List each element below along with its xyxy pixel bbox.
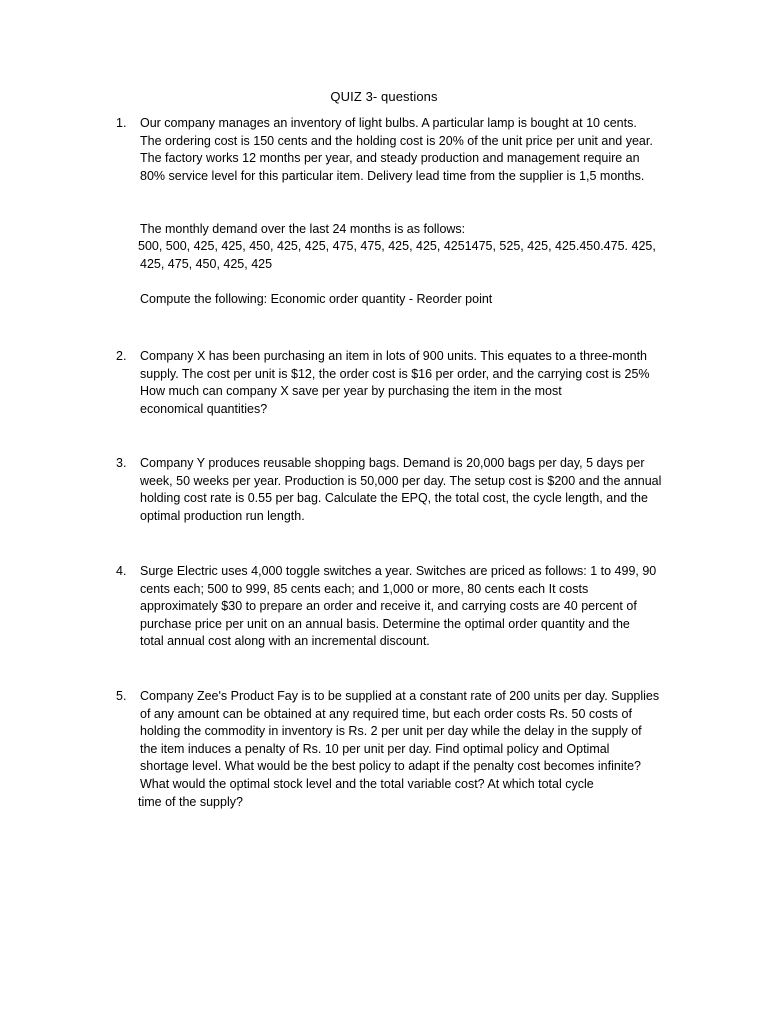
- question-line: holding cost rate is 0.55 per bag. Calculate the EPQ, the total cost, the cycle length, and the: [140, 491, 648, 506]
- question-number: 4.: [116, 564, 127, 578]
- question-line: The factory works 12 months per year, and steady production and management require an: [140, 151, 640, 166]
- demand-intro: The monthly demand over the last 24 months is as follows:: [140, 221, 466, 236]
- question-line: of any amount can be obtained at any required time, but each order costs Rs. 50 costs of: [140, 706, 632, 721]
- question-line: week, 50 weeks per year. Production is 50,000 per day. The setup cost is $200 and the annual: [140, 473, 662, 488]
- question-line: How much can company X save per year by purchasing the item in the most: [140, 384, 562, 399]
- question-line: Company X has been purchasing an item in lots of 900 units. This equates to a three-month: [140, 349, 648, 363]
- question-line: cents each; 500 to 999, 85 cents each; and 1,000 or more, 80 cents each It costs: [140, 581, 589, 596]
- question-line: Our company manages an inventory of light bulbs. A particular lamp is bought at 10 cents.: [140, 116, 637, 130]
- question-line: optimal production run length.: [140, 508, 305, 523]
- question-body: [140, 115, 686, 309]
- question-line: supply. The cost per unit is $12, the order cost is $16 per order, and the carrying cost is 25%: [140, 366, 650, 381]
- demand-values: 500, 500, 425, 425, 450, 425, 425, 475, 475, 425, 425, 4251475, 525, 425, 425.450.475. 425,: [138, 239, 656, 254]
- question-line: purchase price per unit on an annual basis. Determine the optimal order quantity and the: [140, 616, 630, 631]
- question-line: time of the supply?: [138, 794, 243, 809]
- question-body: [140, 563, 686, 651]
- question-line: 80% service level for this particular item. Delivery lead time from the supplier is 1,5 months.: [140, 168, 645, 183]
- question-body: [140, 455, 686, 525]
- question-number: 5.: [116, 689, 127, 703]
- question-line: What would the optimal stock level and the total variable cost? At which total cycle: [140, 776, 594, 791]
- question-line: economical quantities?: [140, 401, 268, 416]
- question-line: the item induces a penalty of Rs. 10 per unit per day. Find optimal policy and Optimal: [140, 741, 610, 756]
- question-body: [140, 348, 686, 418]
- question-line: The ordering cost is 150 cents and the holding cost is 20% of the unit price per unit and year.: [140, 133, 653, 148]
- question-line: Company Zee's Product Fay is to be supplied at a constant rate of 200 units per day. Supplies: [140, 689, 660, 703]
- demand-values: 425, 475, 450, 425, 425: [140, 256, 273, 271]
- page-title: QUIZ 3- questions: [330, 89, 438, 104]
- question-line: Surge Electric uses 4,000 toggle switches a year. Switches are priced as follows: 1 to 499, 90: [140, 564, 657, 578]
- question-line: approximately $30 to prepare an order and receive it, and carrying costs are 40 percent of: [140, 599, 637, 614]
- question-line: holding the commodity in inventory is Rs. 2 per unit per day while the delay in the supply of: [140, 724, 642, 739]
- compute-instruction: Compute the following: Economic order quantity - Reorder point: [140, 291, 493, 306]
- question-line: Company Y produces reusable shopping bags. Demand is 20,000 bags per day, 5 days per: [140, 456, 645, 470]
- question-line: total annual cost along with an incremental discount.: [140, 634, 430, 649]
- question-number: 3.: [116, 456, 127, 470]
- question-number: 1.: [116, 116, 127, 130]
- question-line: shortage level. What would be the best policy to adapt if the penalty cost becomes infinite?: [140, 759, 641, 774]
- question-number: 2.: [116, 349, 127, 363]
- question-body: [140, 688, 686, 811]
